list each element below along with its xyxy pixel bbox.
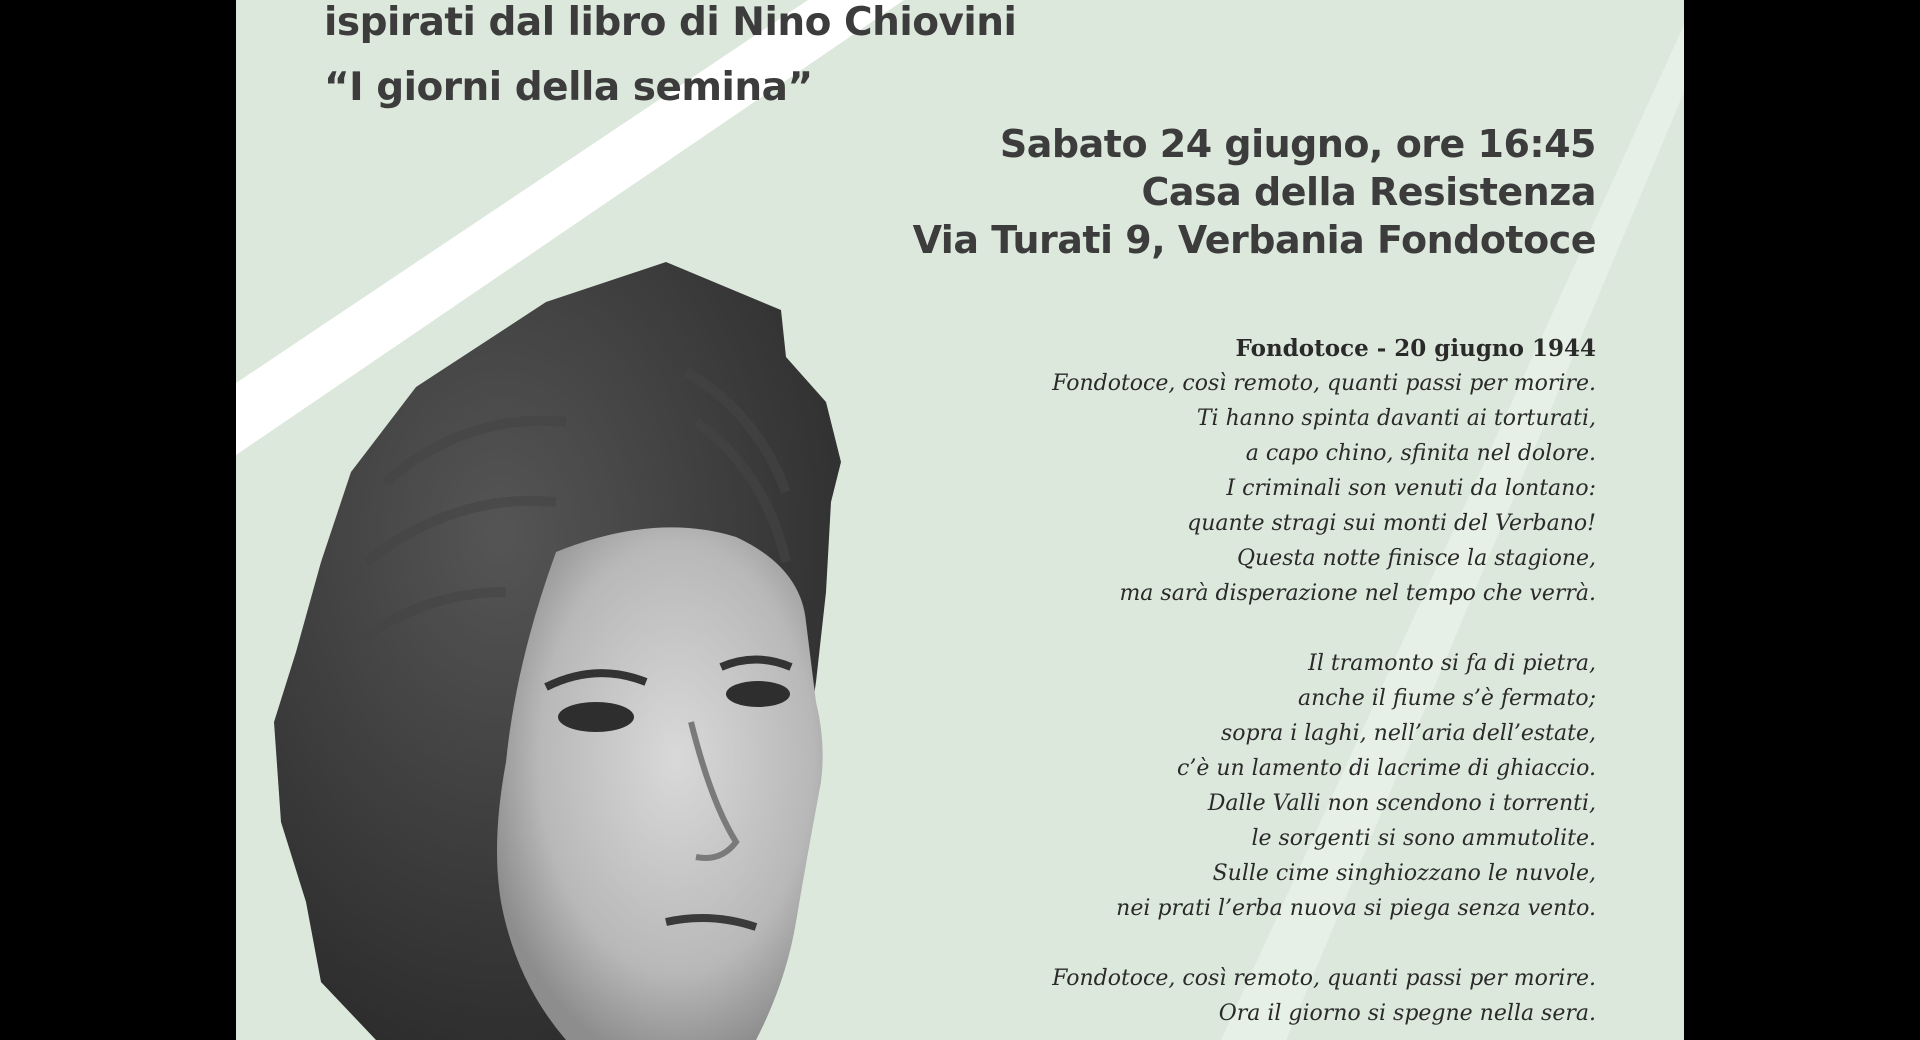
- poem-line: Dalle Valli non scendono i torrenti,: [1207, 791, 1596, 816]
- poem-line: Il tramonto si fa di pietra,: [1308, 651, 1596, 676]
- poem-title: Fondotoce - 20 giugno 1944: [1235, 335, 1596, 362]
- event-address: Via Turati 9, Verbania Fondotoce: [912, 218, 1596, 262]
- poem-line: ma sarà disperazione nel tempo che verrà.: [1119, 581, 1596, 606]
- poem-line: anche il fiume s’è fermato;: [1297, 686, 1596, 711]
- poem-stanza-3: [976, 961, 1596, 1031]
- poem-line: sopra i laghi, nell’aria dell’estate,: [1220, 721, 1596, 746]
- poem-line: quante stragi sui monti del Verbano!: [1187, 511, 1596, 536]
- portrait-left-eye: [558, 702, 634, 732]
- poem-line: a capo chino, sfinita nel dolore.: [1245, 441, 1596, 466]
- event-venue: Casa della Resistenza: [1141, 170, 1596, 214]
- poem-line: Ora il giorno si spegne nella sera.: [1218, 1001, 1596, 1026]
- poem-line: nei prati l’erba nuova si piega senza vento.: [1116, 896, 1596, 921]
- poem-stanza-1: [976, 366, 1596, 611]
- poem-line: Questa notte finisce la stagione,: [1236, 546, 1596, 571]
- poem-line: I criminali son venuti da lontano:: [1226, 476, 1596, 501]
- subtitle-line-book: ispirati dal libro di Nino Chiovini: [324, 0, 1017, 45]
- poem-line: c’è un lamento di lacrime di ghiaccio.: [1177, 756, 1596, 781]
- event-date-time: Sabato 24 giugno, ore 16:45: [999, 122, 1596, 166]
- subtitle-line-book-title: “I giorni della semina”: [324, 65, 813, 110]
- portrait-right-eye: [726, 681, 790, 707]
- poster: [236, 0, 1684, 1040]
- poem-line: Fondotoce, così remoto, quanti passi per morire.: [1052, 966, 1596, 991]
- poem-line: Fondotoce, così remoto, quanti passi per morire.: [1052, 371, 1596, 396]
- poem-stanza-2: [976, 646, 1596, 926]
- poem: [976, 331, 1596, 1040]
- poem-line: le sorgenti si sono ammutolite.: [1251, 826, 1596, 851]
- portrait-face: [497, 527, 823, 1040]
- portrait-photo: [266, 262, 1006, 1040]
- poem-line: Sulle cime singhiozzano le nuvole,: [1212, 861, 1596, 886]
- poem-line: Ti hanno spinta davanti ai torturati,: [1196, 406, 1596, 431]
